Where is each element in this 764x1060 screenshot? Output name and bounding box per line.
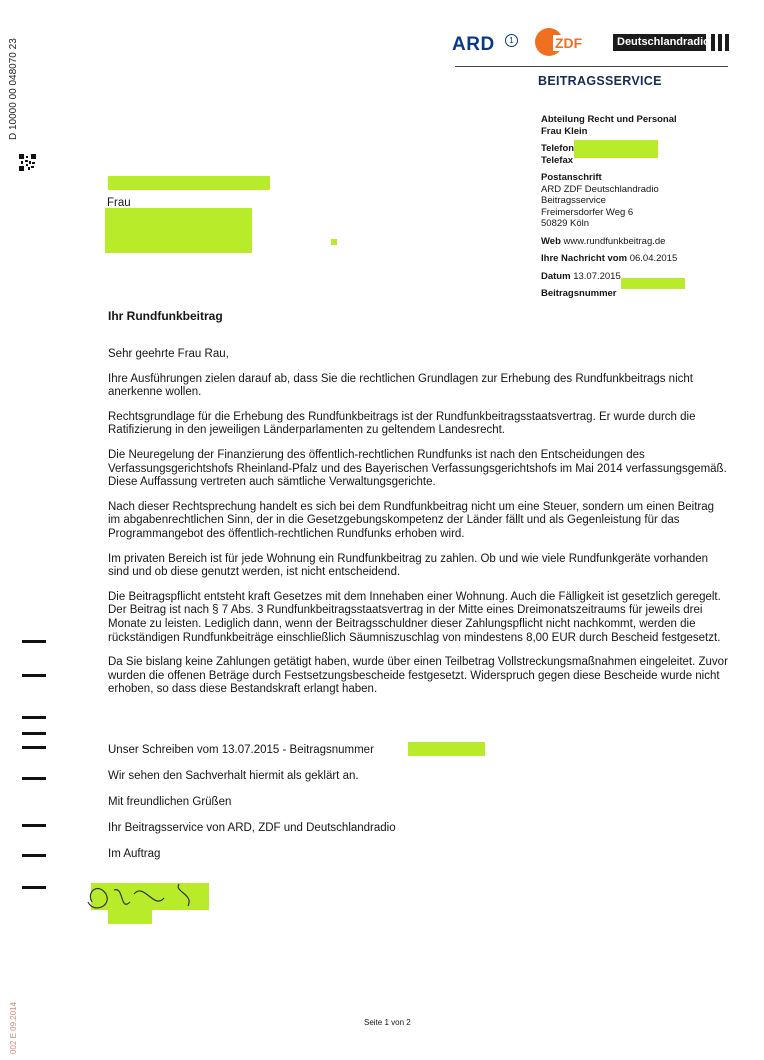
postal-line: Freimersdorfer Weg 6 (541, 206, 634, 218)
redaction-spot (331, 239, 337, 245)
dlr-bar-icon (711, 34, 715, 51)
recipient-salutation: Frau (107, 197, 131, 209)
body-paragraph: Da Sie bislang keine Zahlungen getätigt haben, wurde über einen Teilbetrag Vollstreckungsmaßnahmen eingeleitet. Zuvor wurden die offenen Beträge durch Festsetzungsbescheide festgesetzt. Widerspruch gegen diese Bescheide wurde nicht erhoben, so dass diese Bestandskraft erlangt haben. (108, 656, 728, 696)
date-row: Datum 13.07.2015 (541, 270, 621, 282)
fold-mark (22, 824, 46, 827)
fold-mark (22, 886, 46, 889)
reference-line: Unser Schreiben vom 13.07.2015 - Beitragsnummer (108, 744, 374, 756)
fold-mark (22, 746, 46, 749)
letter-closing (108, 744, 528, 874)
redaction-contribution-number (621, 278, 685, 289)
zdf-logo: ZDF (555, 35, 583, 51)
closing-authority: Im Auftrag (108, 847, 161, 860)
phone-label: Telefon (541, 143, 575, 154)
redaction-recipient-address (105, 208, 252, 253)
closing-greeting: Mit freundlichen Grüßen (108, 795, 232, 808)
department-title: BEITRAGSSERVICE (538, 74, 662, 88)
postal-line: ARD ZDF Deutschlandradio (541, 183, 659, 195)
postal-label: Postanschrift (541, 172, 602, 183)
redaction-address-header (108, 176, 270, 190)
deutschlandradio-logo: Deutschlandradio (613, 34, 706, 51)
letter-subject: Ihr Rundfunkbeitrag (108, 309, 223, 323)
closing-sender: Ihr Beitragsservice von ARD, ZDF und Deutschlandradio (108, 821, 396, 834)
page-number: Seite 1 von 2 (364, 1018, 411, 1027)
signature-icon (84, 872, 214, 922)
body-paragraph: Die Neuregelung der Finanzierung des öffentlich-rechtlichen Rundfunks ist nach den Entscheidungen des Verfassungsgerichtshofs Rheinland-Pfalz und des Bayerischen Verfassungsgerichtshofs im Mai 2014 verfassungsgemäß. Diese Auffassung vertreten auch sämtliche Verwaltungsgerichte. (108, 448, 727, 489)
body-paragraph: Die Beitragspflicht entsteht kraft Gesetzes mit dem Innehaben einer Wohnung. Auch die Fälligkeit ist gesetzlich geregelt. Der Beitrag ist nach § 7 Abs. 3 Rundfunkbeitragsstaatsvertrag in der Mitte eines Dreimonatszeitraums für jeweils drei Monate zu leisten. Lediglich dann, wenn der Beitragsschuldner dieser Zahlungspflicht nicht nachkommt, werden die rückständigen Rundfunkbeiträge einschließlich Säumniszuschlag von mindestens 8,00 EUR durch Bescheid festgesetzt. (108, 590, 721, 644)
web-row: Web www.rundfunkbeitrag.de (541, 235, 666, 247)
closing-line: Wir sehen den Sachverhalt hiermit als geklärt an. (108, 769, 359, 782)
letter-body (108, 348, 728, 708)
body-paragraph: Nach dieser Rechtsprechung handelt es sich bei dem Rundfunkbeitrag nicht um eine Steuer, sondern um einen Beitrag im abgabenrechtlichen Sinn, der in die Gesetzgebungskompetenz der Länder fällt und als Gegenleistung für das Programmangebot des öffentlich-rechtlichen Rundfunks erhoben wird. (108, 500, 715, 540)
fold-mark (22, 854, 46, 857)
fold-mark (22, 674, 46, 677)
message-date-row: Ihre Nachricht vom 06.04.2015 (541, 253, 678, 264)
ard-logo: ARD (452, 34, 495, 55)
form-code: 002 E 09.2014 (9, 1001, 18, 1054)
dlr-bar-icon (725, 34, 729, 51)
body-paragraph: Ihre Ausführungen zielen darauf ab, dass Sie die rechtlichen Grundlagen zur Erhebung des Rundfunkbeitrags nicht anerkenne wollen. (108, 372, 693, 399)
header-divider (455, 66, 728, 67)
letter-greeting: Sehr geehrte Frau Rau, (108, 348, 229, 360)
redaction-phone (574, 140, 658, 158)
qr-code-icon (19, 154, 36, 171)
postal-line: 50829 Köln (541, 218, 590, 229)
contact-name: Frau Klein (541, 125, 588, 137)
department-name: Abteilung Recht und Personal (541, 114, 677, 125)
fax-label: Telefax (541, 154, 574, 166)
fold-mark (22, 777, 46, 780)
contribution-number-label: Beitragsnummer (541, 288, 617, 299)
web-link[interactable]: www.rundfunkbeitrag.de (563, 235, 666, 247)
fold-mark (22, 640, 46, 643)
body-paragraph: Rechtsgrundlage für die Erhebung des Rundfunkbeitrags ist der Rundfunkbeitragsstaatsvertrag. Er wurde durch die Ratifizierung in den jeweiligen Länderparlamenten zu geltendem Landesrecht. (108, 410, 696, 437)
fold-mark (22, 716, 46, 719)
document-code: D 10000 00 048070 23 (8, 38, 19, 140)
body-paragraph: Im privaten Bereich ist für jede Wohnung ein Rundfunkbeitrag zu zahlen. Ob und wie viele Rundfunkgeräte vorhanden sind und ob diese genutzt werden, ist nicht entscheidend. (108, 552, 709, 579)
fold-mark (22, 732, 46, 735)
ard-one-icon: 1 (505, 34, 518, 47)
postal-line: Beitragsservice (541, 195, 606, 206)
dlr-bar-icon (718, 34, 722, 51)
